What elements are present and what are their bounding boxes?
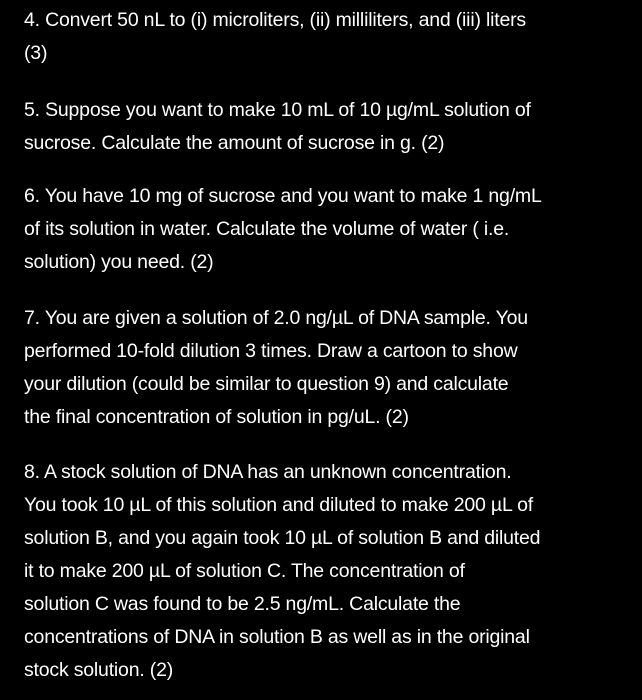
question-8-line-1: 8. A stock solution of DNA has an unknown concentration.: [24, 461, 512, 483]
question-8-line-6: concentrations of DNA in solution B as well as in the original: [24, 626, 530, 648]
question-8-line-2: You took 10 µL of this solution and diluted to make 200 µL of: [24, 494, 533, 516]
question-6: [24, 180, 624, 279]
question-8-line-5: solution C was found to be 2.5 ng/mL. Calculate the: [24, 593, 461, 615]
question-7-line-3: your dilution (could be similar to question 9) and calculate: [24, 373, 509, 395]
question-4-line-2: (3): [24, 42, 48, 64]
question-7-line-1: 7. You are given a solution of 2.0 ng/µL of DNA sample. You: [24, 307, 528, 329]
question-6-line-2: of its solution in water. Calculate the volume of water ( i.e.: [24, 218, 510, 240]
question-8-line-4: it to make 200 µL of solution C. The concentration of: [24, 560, 465, 582]
question-5: [24, 94, 624, 160]
question-7: [24, 302, 624, 434]
question-6-line-3: solution) you need. (2): [24, 251, 214, 273]
question-8-line-3: solution B, and you again took 10 µL of solution B and diluted: [24, 527, 541, 549]
question-5-line-1: 5. Suppose you want to make 10 mL of 10 µg/mL solution of: [24, 99, 531, 121]
question-7-line-4: the final concentration of solution in pg/uL. (2): [24, 406, 409, 428]
question-8-line-7: stock solution. (2): [24, 659, 174, 681]
question-8: [24, 456, 624, 687]
question-7-line-2: performed 10-fold dilution 3 times. Draw a cartoon to show: [24, 340, 518, 362]
question-4-line-1: 4. Convert 50 nL to (i) microliters, (ii) milliliters, and (iii) liters: [24, 9, 526, 31]
question-5-line-2: sucrose. Calculate the amount of sucrose in g. (2): [24, 132, 445, 154]
question-4: [24, 4, 624, 70]
question-6-line-1: 6. You have 10 mg of sucrose and you want to make 1 ng/mL: [24, 185, 542, 207]
